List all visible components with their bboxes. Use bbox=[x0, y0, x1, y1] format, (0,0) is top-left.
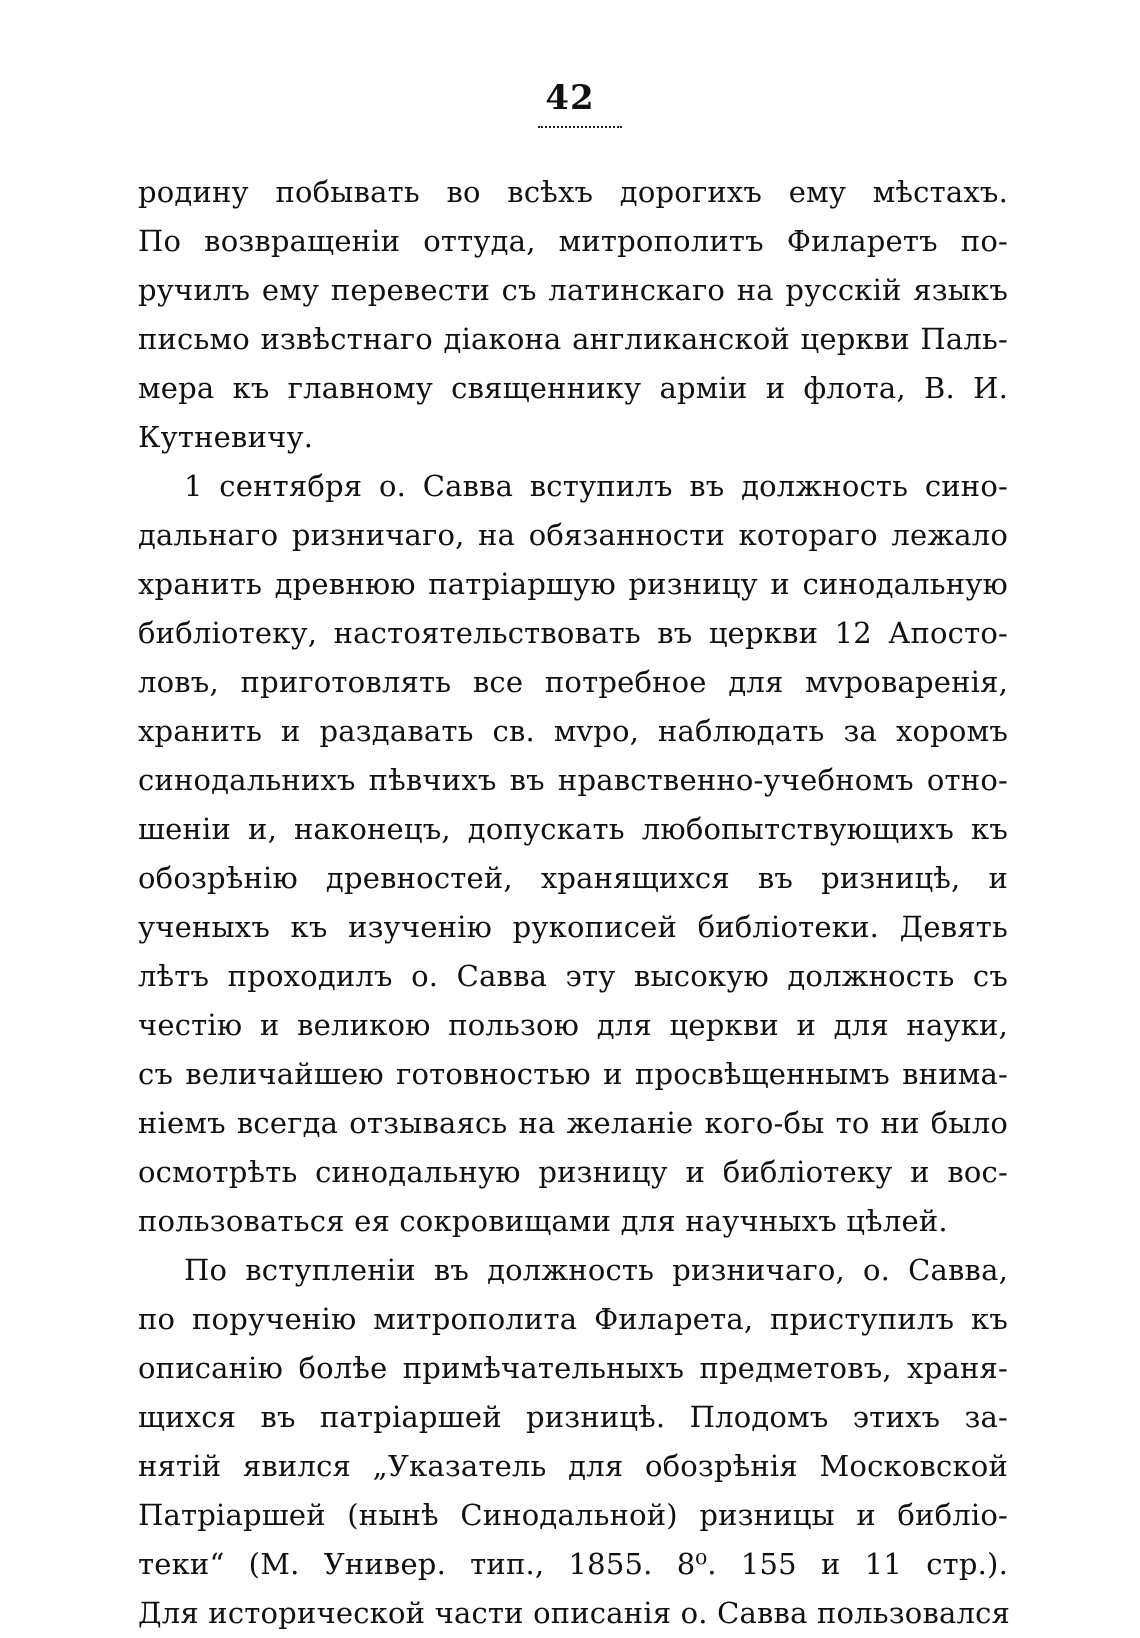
page-number-underline bbox=[538, 126, 622, 128]
text-line: ловъ, приготовлять все потребное для мvроваренія, bbox=[138, 665, 1008, 699]
text-line: 1 сентября о. Савва вступилъ въ должность сино- bbox=[184, 469, 1008, 503]
body-text bbox=[138, 168, 1011, 1638]
text-line: Кутневичу. bbox=[138, 420, 314, 454]
text-line: Патріаршей (нынѣ Синодальной) ризницы и библіо- bbox=[138, 1498, 1008, 1532]
text-line: съ величайшею готовностью и просвѣщеннымъ внима- bbox=[138, 1057, 1008, 1091]
text-line: шеніи и, наконецъ, допускать любопытствующихъ къ bbox=[138, 812, 1008, 846]
text-line: мера къ главному священнику арміи и флота, В. И. bbox=[138, 371, 1008, 405]
text-line: лѣтъ проходилъ о. Савва эту высокую должность съ bbox=[138, 959, 1008, 993]
text-line: пользоваться ея сокровищами для научныхъ цѣлей. bbox=[138, 1204, 948, 1238]
text-line: честію и великою пользою для церкви и для науки, bbox=[138, 1008, 1008, 1042]
text-line: По возвращеніи оттуда, митрополитъ Филаретъ по- bbox=[138, 224, 1008, 258]
text-line: ніемъ всегда отзываясь на желаніе кого-бы то ни было bbox=[138, 1106, 1008, 1140]
text-line: обозрѣнію древностей, хранящихся въ ризницѣ, и bbox=[138, 861, 1008, 895]
text-line: описанію болѣе примѣчательныхъ предметовъ, храня- bbox=[138, 1351, 1008, 1385]
paragraph-1 bbox=[138, 168, 1008, 462]
text-line: осмотрѣть синодальную ризницу и библіотеку и вос- bbox=[138, 1155, 1008, 1189]
text-line: родину побывать во всѣхъ дорогихъ ему мѣстахъ. bbox=[138, 175, 1008, 209]
text-line: дальнаго ризничаго, на обязанности котораго лежало bbox=[138, 518, 1008, 552]
text-line: нятій явился „Указатель для обозрѣнія Московской bbox=[138, 1449, 1008, 1483]
page-number: 42 bbox=[545, 78, 595, 118]
text-line: хранить и раздавать св. мvро, наблюдать за хоромъ bbox=[138, 714, 1008, 748]
text-line: Для исторической части описанія о. Савва пользовался bbox=[138, 1596, 1011, 1630]
text-line: хранить древнюю патріаршую ризницу и синодальную bbox=[138, 567, 1008, 601]
text-line: синодальнихъ пѣвчихъ въ нравственно-учебномъ отно- bbox=[138, 763, 1008, 797]
text-line: по порученію митрополита Филарета, приступилъ къ bbox=[138, 1302, 1008, 1336]
paragraph-2 bbox=[138, 462, 1008, 1246]
text-line: щихся въ патріаршей ризницѣ. Плодомъ этихъ за- bbox=[138, 1400, 1008, 1434]
text-line: По вступленіи въ должность ризничаго, о. Савва, bbox=[184, 1253, 1008, 1287]
text-line: библіотеку, настоятельствовать въ церкви 12 Апосто- bbox=[138, 616, 1008, 650]
text-line: теки“ (М. Универ. тип., 1855. 8⁰. 155 и 11 стр.). bbox=[138, 1547, 1008, 1581]
paragraph-3 bbox=[138, 1246, 1011, 1638]
text-line: ручилъ ему перевести съ латинскаго на русскій языкъ bbox=[138, 273, 1008, 307]
text-line: письмо извѣстнаго діакона англиканской церкви Паль- bbox=[138, 322, 1008, 356]
text-line: ученыхъ къ изученію рукописей библіотеки. Девять bbox=[138, 910, 1008, 944]
